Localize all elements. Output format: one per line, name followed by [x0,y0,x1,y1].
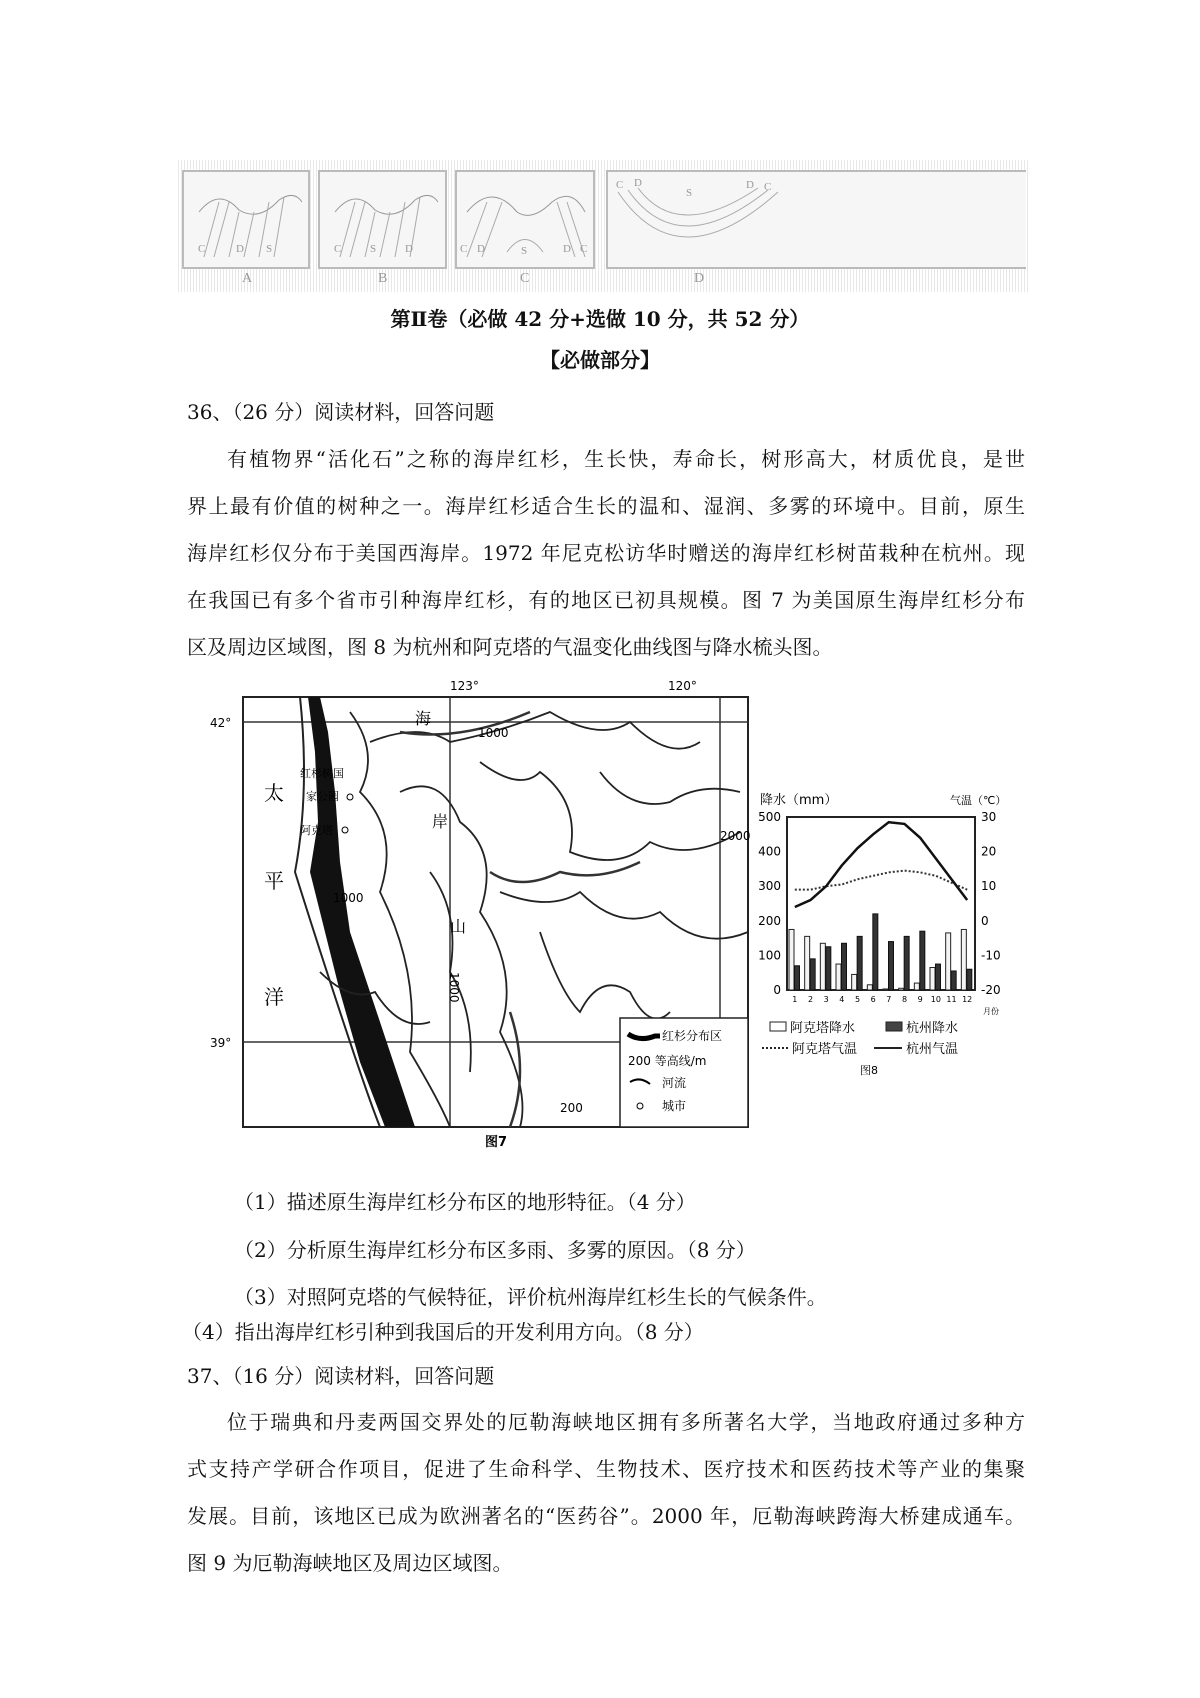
q37-paragraph-line: 式支持产学研合作项目，促进了生命科学、生物技术、医疗技术和医药技术等产业的集聚 [187,1457,1025,1481]
stratum-label: D [405,243,413,255]
bar-akta-precip [805,936,810,990]
redwood-map-figure-7 [200,672,760,1152]
bar-hangzhou-precip [967,969,972,990]
stratum-label: S [370,243,377,255]
stratum-label: S [521,245,528,257]
legend-swatch-akta-precip [770,1022,786,1031]
right-tick-label: 20 [981,844,997,859]
left-tick-label: 300 [758,879,781,894]
month-tick-label: 5 [854,995,861,1004]
city-legend-swatch [637,1103,643,1109]
contour-label: 2000 [720,829,751,843]
fold-panel-b [318,170,447,269]
lat-label: 39° [210,1036,232,1050]
bar-akta-precip [946,933,951,990]
bar-akta-precip [883,989,888,990]
bar-hangzhou-precip [920,931,925,990]
bar-akta-precip [899,988,904,990]
stratum-label: S [686,187,693,199]
section-subtitle: 【必做部分】 [540,348,660,372]
fold-panel-d [606,170,1026,269]
q36-question-4: （4）指出海岸红杉引种到我国后的开发利用方向。（8 分） [182,1320,704,1344]
stratum-label: D [236,243,244,255]
figure-8-caption: 图8 [860,1064,878,1077]
month-tick-label: 1 [792,995,798,1004]
park-label: 家公园 [306,790,339,803]
right-tick-label: 0 [981,913,989,928]
ocean-label: 平 [264,869,284,893]
park-label: 红杉树国 [300,767,344,780]
legend-label: 河流 [662,1076,687,1090]
bar-hangzhou-precip [826,947,831,990]
legend-label: 城市 [662,1099,687,1113]
bar-hangzhou-precip [857,936,862,990]
bar-hangzhou-precip [810,959,815,990]
month-tick-label: 8 [901,995,908,1004]
right-tick-label: 30 [981,810,997,824]
panel-label-c: C [520,271,530,286]
stratum-label: C [334,243,342,255]
ocean-label: 洋 [264,985,284,1009]
q37-paragraph-line: 发展。目前，该地区已成为欧洲著名的“医药谷”。2000 年，厄勒海峡跨海大桥建成通车。 [187,1504,1025,1528]
bar-akta-precip [867,985,872,990]
left-tick-label: 0 [773,983,781,997]
bar-hangzhou-precip [795,966,800,990]
left-tick-label: 500 [758,810,781,824]
stratum-label: D [746,179,754,191]
q36-paragraph-line: 海岸红杉仅分布于美国西海岸。1972 年尼克松访华时赠送的海岸红杉树苗栽种在杭州。现 [187,541,1025,565]
figure-7-caption: 图7 [485,1135,508,1150]
legend-label: 200 等高线/m [628,1054,707,1068]
legend-label: 阿克塔降水 [790,1021,856,1036]
bar-akta-precip [852,974,857,990]
stratum-label: C [198,243,206,255]
month-tick-label: 12 [962,995,973,1004]
right-tick-label: 10 [981,879,997,894]
map-legend [620,1018,748,1127]
range-label: 山 [450,917,467,936]
stratum-label: D [634,177,642,189]
bar-akta-precip [836,964,841,990]
river [400,712,640,1127]
city-marker [347,794,353,800]
left-tick-label: 400 [758,844,781,859]
left-tick-label: 200 [758,913,781,928]
bar-hangzhou-precip [889,942,894,990]
stratum-label: D [477,243,485,255]
legend-label: 阿克塔气温 [792,1042,858,1057]
q36-heading: 36、（26 分）阅读材料，回答问题 [187,400,495,424]
month-tick-label: 7 [886,995,892,1004]
bar-akta-precip [789,929,794,990]
panel-label-b: B [378,271,388,286]
contour-label: 1000 [478,726,509,740]
bar-akta-precip [820,943,825,990]
left-tick-label: 100 [758,948,781,963]
bar-hangzhou-precip [842,943,847,990]
month-tick-label: 11 [946,995,957,1004]
q37-paragraph-line: 位于瑞典和丹麦两国交界处的厄勒海峡地区拥有多所著名大学，当地政府通过多种方 [227,1410,1025,1434]
section-title: 第Ⅱ卷（必做 42 分+选做 10 分，共 52 分） [390,307,810,331]
right-axis-label: 气温（℃） [950,794,1007,807]
stratum-label: C [616,179,624,191]
stratum-label: S [266,243,273,255]
left-axis-label: 降水（mm） [760,793,838,808]
bar-akta-precip [961,929,966,990]
bar-akta-precip [930,968,935,990]
bar-hangzhou-precip [951,971,956,990]
legend-label: 杭州降水 [906,1021,959,1036]
bar-hangzhou-precip [936,964,941,990]
legend-label: 红杉分布区 [662,1029,723,1043]
lon-label: 120° [668,679,697,693]
stratum-label: D [563,243,571,255]
legend-label: 杭州气温 [906,1042,959,1057]
chart-legend [762,1020,958,1057]
bar-hangzhou-precip [904,936,909,990]
bar-hangzhou-precip [873,914,878,990]
month-tick-label: 6 [870,995,876,1004]
redwood-distribution [308,697,415,1127]
q36-question-1: （1）描述原生海岸红杉分布区的地形特征。（4 分） [234,1190,696,1214]
range-label: 岸 [432,812,449,831]
climate-chart-figure-8 [750,780,1040,1090]
range-label: 海 [415,709,432,728]
month-tick-label: 4 [839,995,845,1004]
stratum-label: C [460,243,468,255]
bar-akta-precip [914,983,919,990]
lon-label: 123° [450,679,479,693]
right-tick-label: -10 [981,948,1001,963]
right-tick-label: -20 [981,983,1001,997]
q36-question-2: （2）分析原生海岸红杉分布区多雨、多雾的原因。（8 分） [234,1238,756,1262]
city-marker [342,827,348,833]
month-tick-label: 2 [807,995,814,1004]
fold-panel-a [182,170,310,269]
month-tick-label: 9 [917,995,923,1004]
q36-question-3: （3）对照阿克塔的气候特征，评价杭州海岸红杉生长的气候条件。 [234,1285,827,1309]
lat-label: 42° [210,716,232,730]
panel-label-a: A [242,271,253,286]
legend-swatch-hangzhou-precip [886,1022,902,1031]
q36-paragraph-line: 区及周边区域图，图 8 为杭州和阿克塔的气温变化曲线图与降水梳头图。 [187,635,833,659]
ocean-label: 太 [264,781,284,805]
q36-paragraph-line: 在我国已有多个省市引种海岸红杉，有的地区已初具规模。图 7 为美国原生海岸红杉分布 [187,588,1025,612]
stratum-label: C [580,243,588,255]
panel-label-d: D [694,271,705,286]
contour-label: 1000 [333,891,364,905]
fold-structure-figure [178,160,1030,292]
contour-label: 1000 [447,972,461,1003]
q37-heading: 37、（16 分）阅读材料，回答问题 [187,1364,495,1388]
month-tick-label: 3 [823,995,829,1004]
q36-paragraph-line: 有植物界“活化石”之称的海岸红杉，生长快，寿命长，树形高大，材质优良，是世 [227,447,1025,471]
q36-paragraph-line: 界上最有价值的树种之一。海岸红杉适合生长的温和、湿润、多雾的环境中。目前，原生 [187,494,1025,518]
fold-panel-c [455,170,595,269]
month-tick-label: 10 [930,995,941,1004]
contour-label: 200 [560,1101,583,1115]
stratum-label: C [764,181,772,193]
x-axis-label: 月份 [983,1007,999,1016]
q37-paragraph-line: 图 9 为厄勒海峡地区及周边区域图。 [187,1551,513,1575]
city-label-akta: 阿克塔 [300,824,333,837]
